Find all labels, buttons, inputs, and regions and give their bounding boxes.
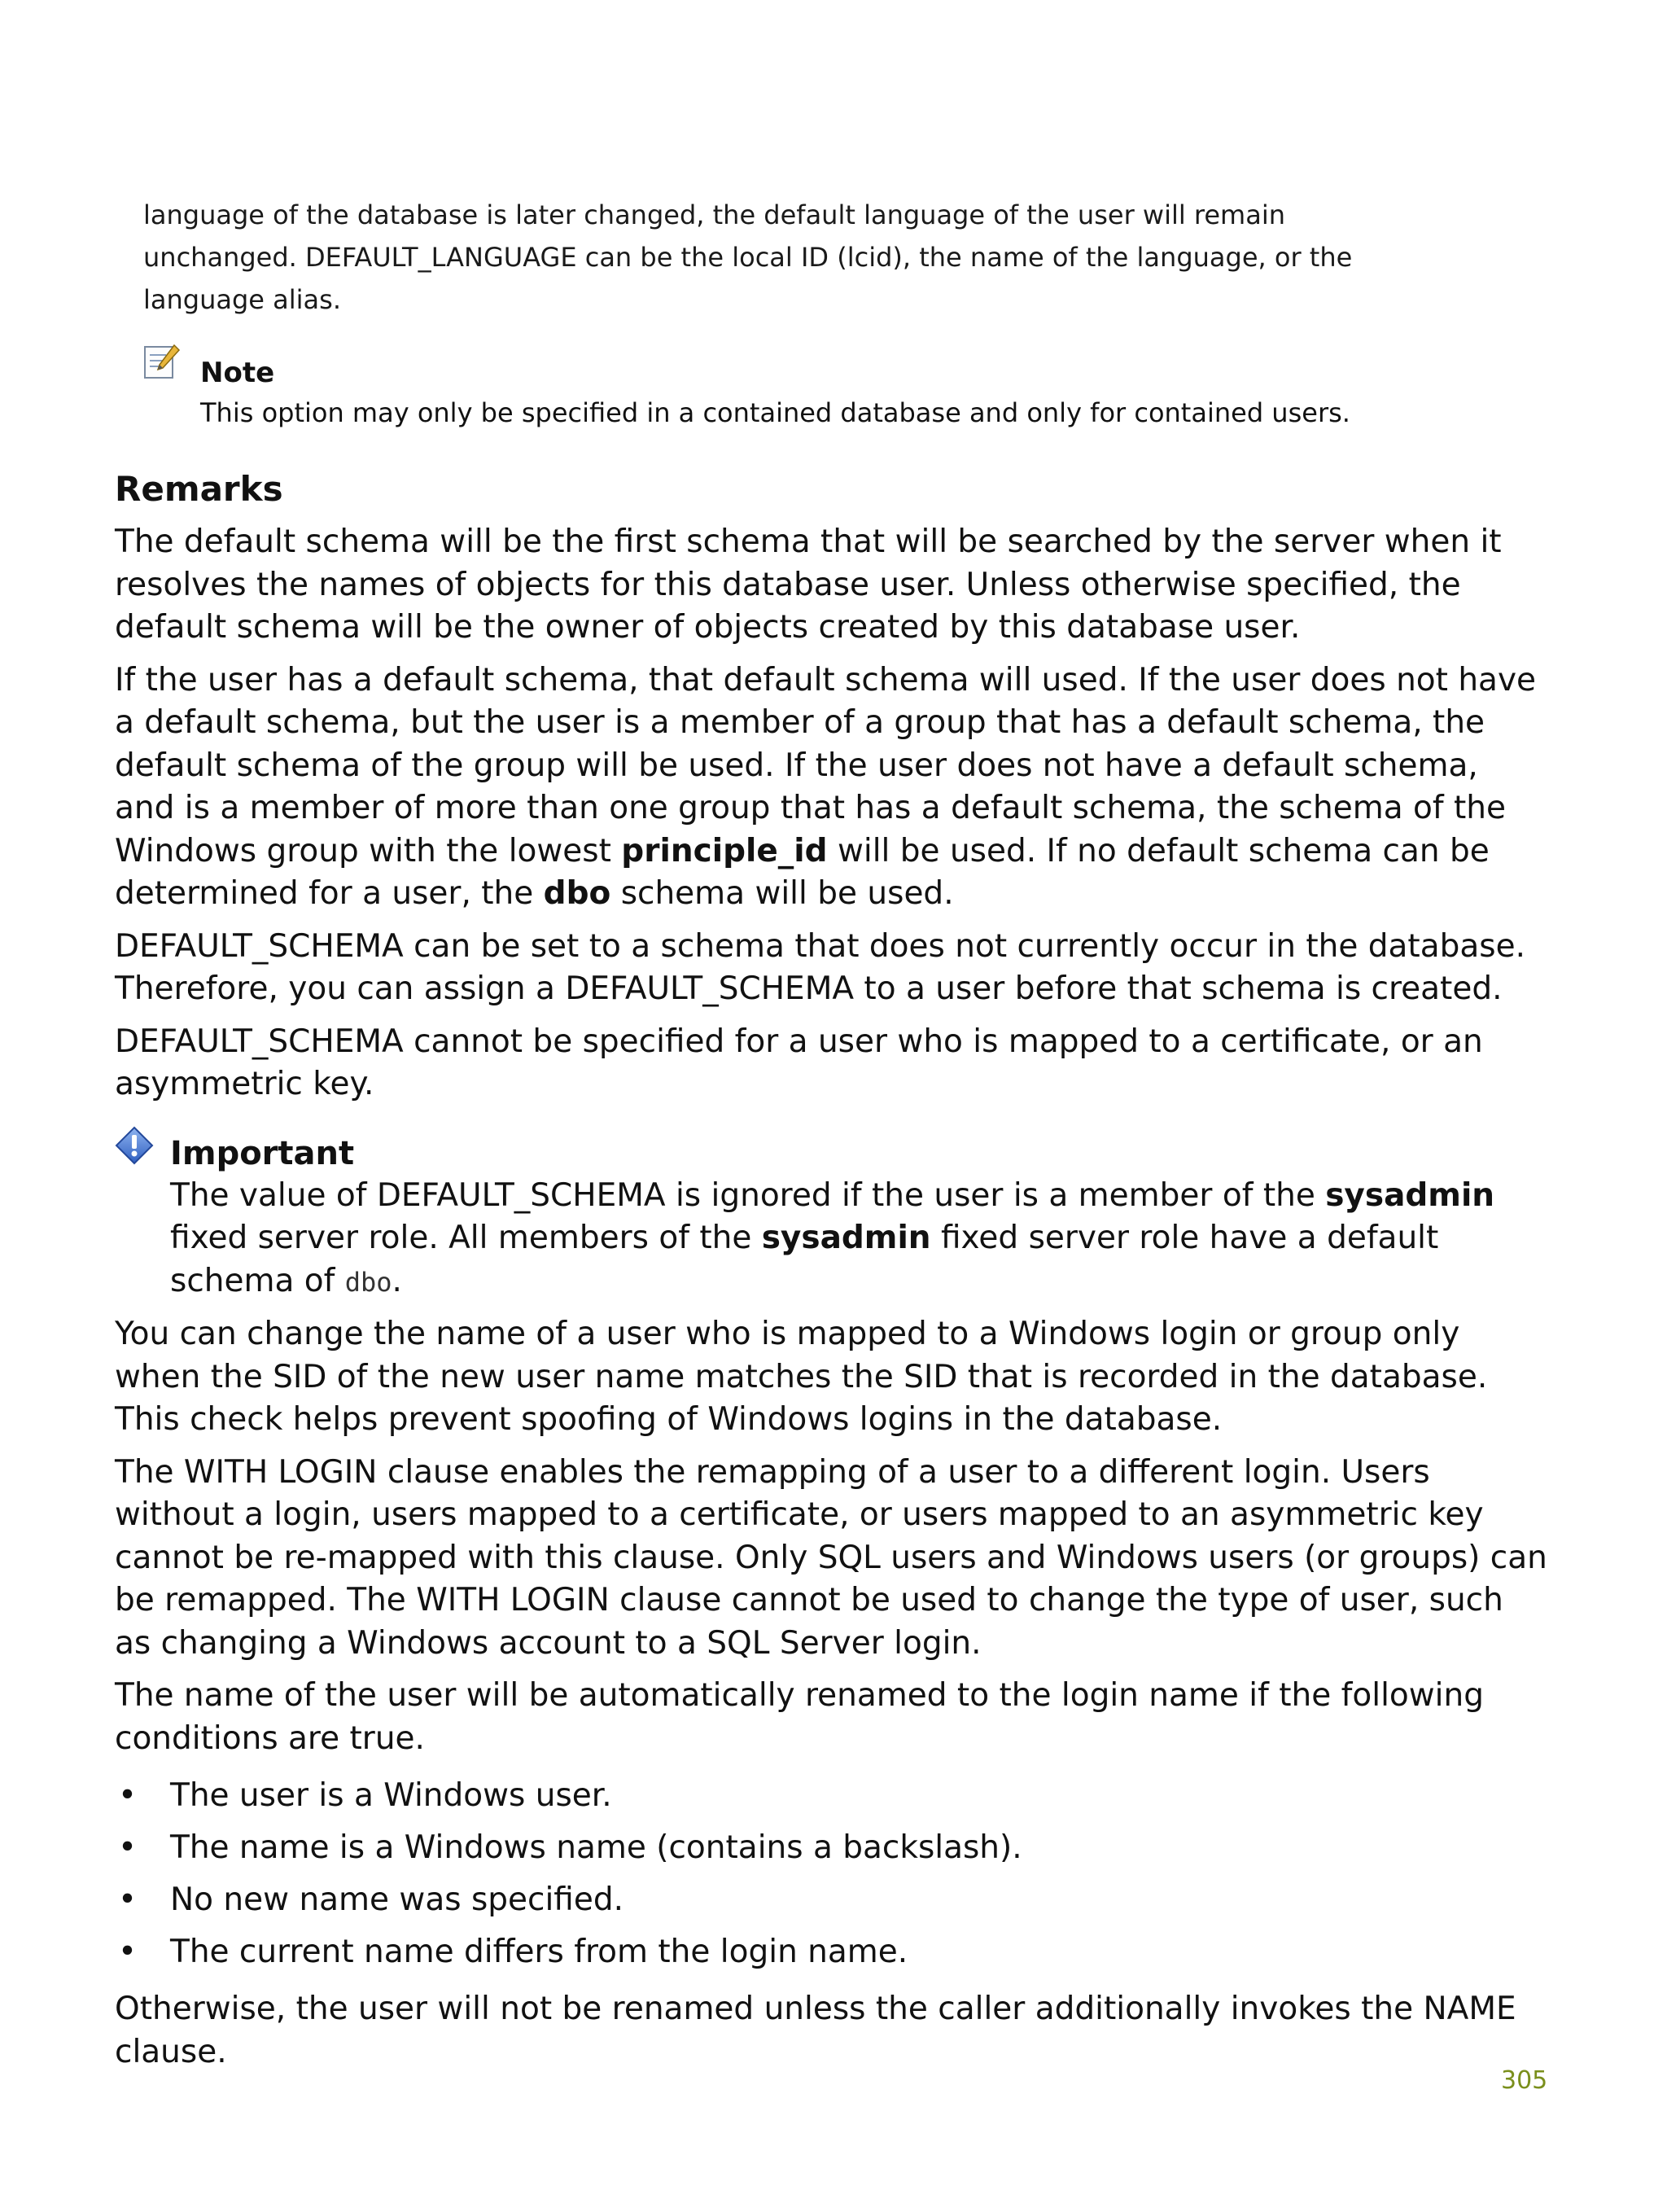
intro-line: language of the database is later changed, the default language of the user will remain	[143, 199, 1285, 230]
bullet-icon: •	[118, 1777, 138, 1814]
text: schema will be used.	[610, 875, 954, 912]
paragraph: The WITH LOGIN clause enables the remapping of a user to a different login. Users without a login, users mapped to a certificate, or users mapped to an asymmetric key cannot be re-mapped with this clause. Only SQL users and Windows users (or groups) can be remapped. The WITH LOGIN clause cannot be used to change the type of user, such as changing a Windows account to a SQL Server login.	[115, 1453, 1547, 1662]
note-pencil-icon	[142, 342, 181, 381]
list-item	[115, 1874, 1547, 1926]
text: fixed server role. All members of the	[170, 1220, 762, 1256]
list-item-text: The name is a Windows name (contains a backslash).	[170, 1829, 1022, 1866]
bold-term: principle_id	[621, 832, 828, 869]
bold-term: dbo	[543, 875, 611, 912]
text: fixed server role have a default schema of	[170, 1220, 1439, 1299]
paragraph: The name of the user will be automatically renamed to the login name if the following conditions are true.	[115, 1677, 1484, 1757]
text: The value of DEFAULT_SCHEMA is ignored if the user is a member of the	[170, 1176, 1326, 1214]
bold-term: sysadmin	[1325, 1176, 1495, 1214]
note-body: This option may only be specified in a contained database and only for contained users.	[200, 397, 1350, 428]
remarks-section	[115, 466, 1547, 2083]
list-item-text: The user is a Windows user.	[170, 1777, 612, 1814]
intro-line: unchanged. DEFAULT_LANGUAGE can be the local ID (lcid), the name of the language, or the	[143, 242, 1353, 273]
conditions-list	[115, 1770, 1547, 1978]
remarks-heading: Remarks	[115, 469, 283, 509]
important-body	[170, 1175, 1547, 1304]
paragraph: The default schema will be the first schema that will be searched by the server when it resolves the names of objects for this database user. Unless otherwise specified, the default schema will be the owner of objects created by this database user.	[115, 523, 1502, 646]
text: .	[392, 1262, 402, 1299]
list-item	[115, 1770, 1547, 1822]
paragraph	[115, 659, 1547, 916]
intro-line: language alias.	[143, 284, 341, 315]
list-item	[115, 1926, 1547, 1978]
bullet-icon: •	[118, 1829, 138, 1866]
important-title: Important	[170, 1134, 355, 1172]
paragraph: DEFAULT_SCHEMA can be set to a schema that does not currently occur in the database. Therefore, you can assign a DEFAULT_SCHEMA to a user before that schema is created.	[115, 927, 1525, 1007]
list-item-text: No new name was specified.	[170, 1881, 624, 1918]
page-number: 305	[1501, 2066, 1548, 2095]
bold-term: sysadmin	[761, 1220, 931, 1256]
paragraph: Otherwise, the user will not be renamed unless the caller additionally invokes the NAME clause.	[115, 1991, 1516, 2070]
intro-paragraph	[143, 194, 1364, 321]
important-info-icon	[115, 1126, 154, 1165]
paragraph: DEFAULT_SCHEMA cannot be specified for a user who is mapped to a certificate, or an asymmetric key.	[115, 1023, 1483, 1102]
bullet-icon: •	[118, 1881, 138, 1918]
note-title: Note	[200, 357, 275, 389]
list-item	[115, 1822, 1547, 1874]
text: If the user has a default schema, that default schema will used. If the user does not have a default schema, but the user is a member of a group that has a default schema, the default schema of the group will be used. If the user does not have a default schema, and is a member of more than one group that has a default schema, the schema of the Windows group with the lowest	[115, 661, 1537, 869]
important-callout	[115, 1132, 1547, 1304]
bullet-icon: •	[118, 1934, 138, 1970]
text: will be used. If no default schema can be determined for a user, the	[115, 832, 1490, 912]
paragraph: You can change the name of a user who is mapped to a Windows login or group only when the SID of the new user name matches the SID that is recorded in the database. This check helps prevent spoofing of Windows logins in the database.	[115, 1316, 1488, 1438]
code-term: dbo	[344, 1266, 392, 1298]
list-item-text: The current name differs from the login name.	[170, 1934, 908, 1970]
